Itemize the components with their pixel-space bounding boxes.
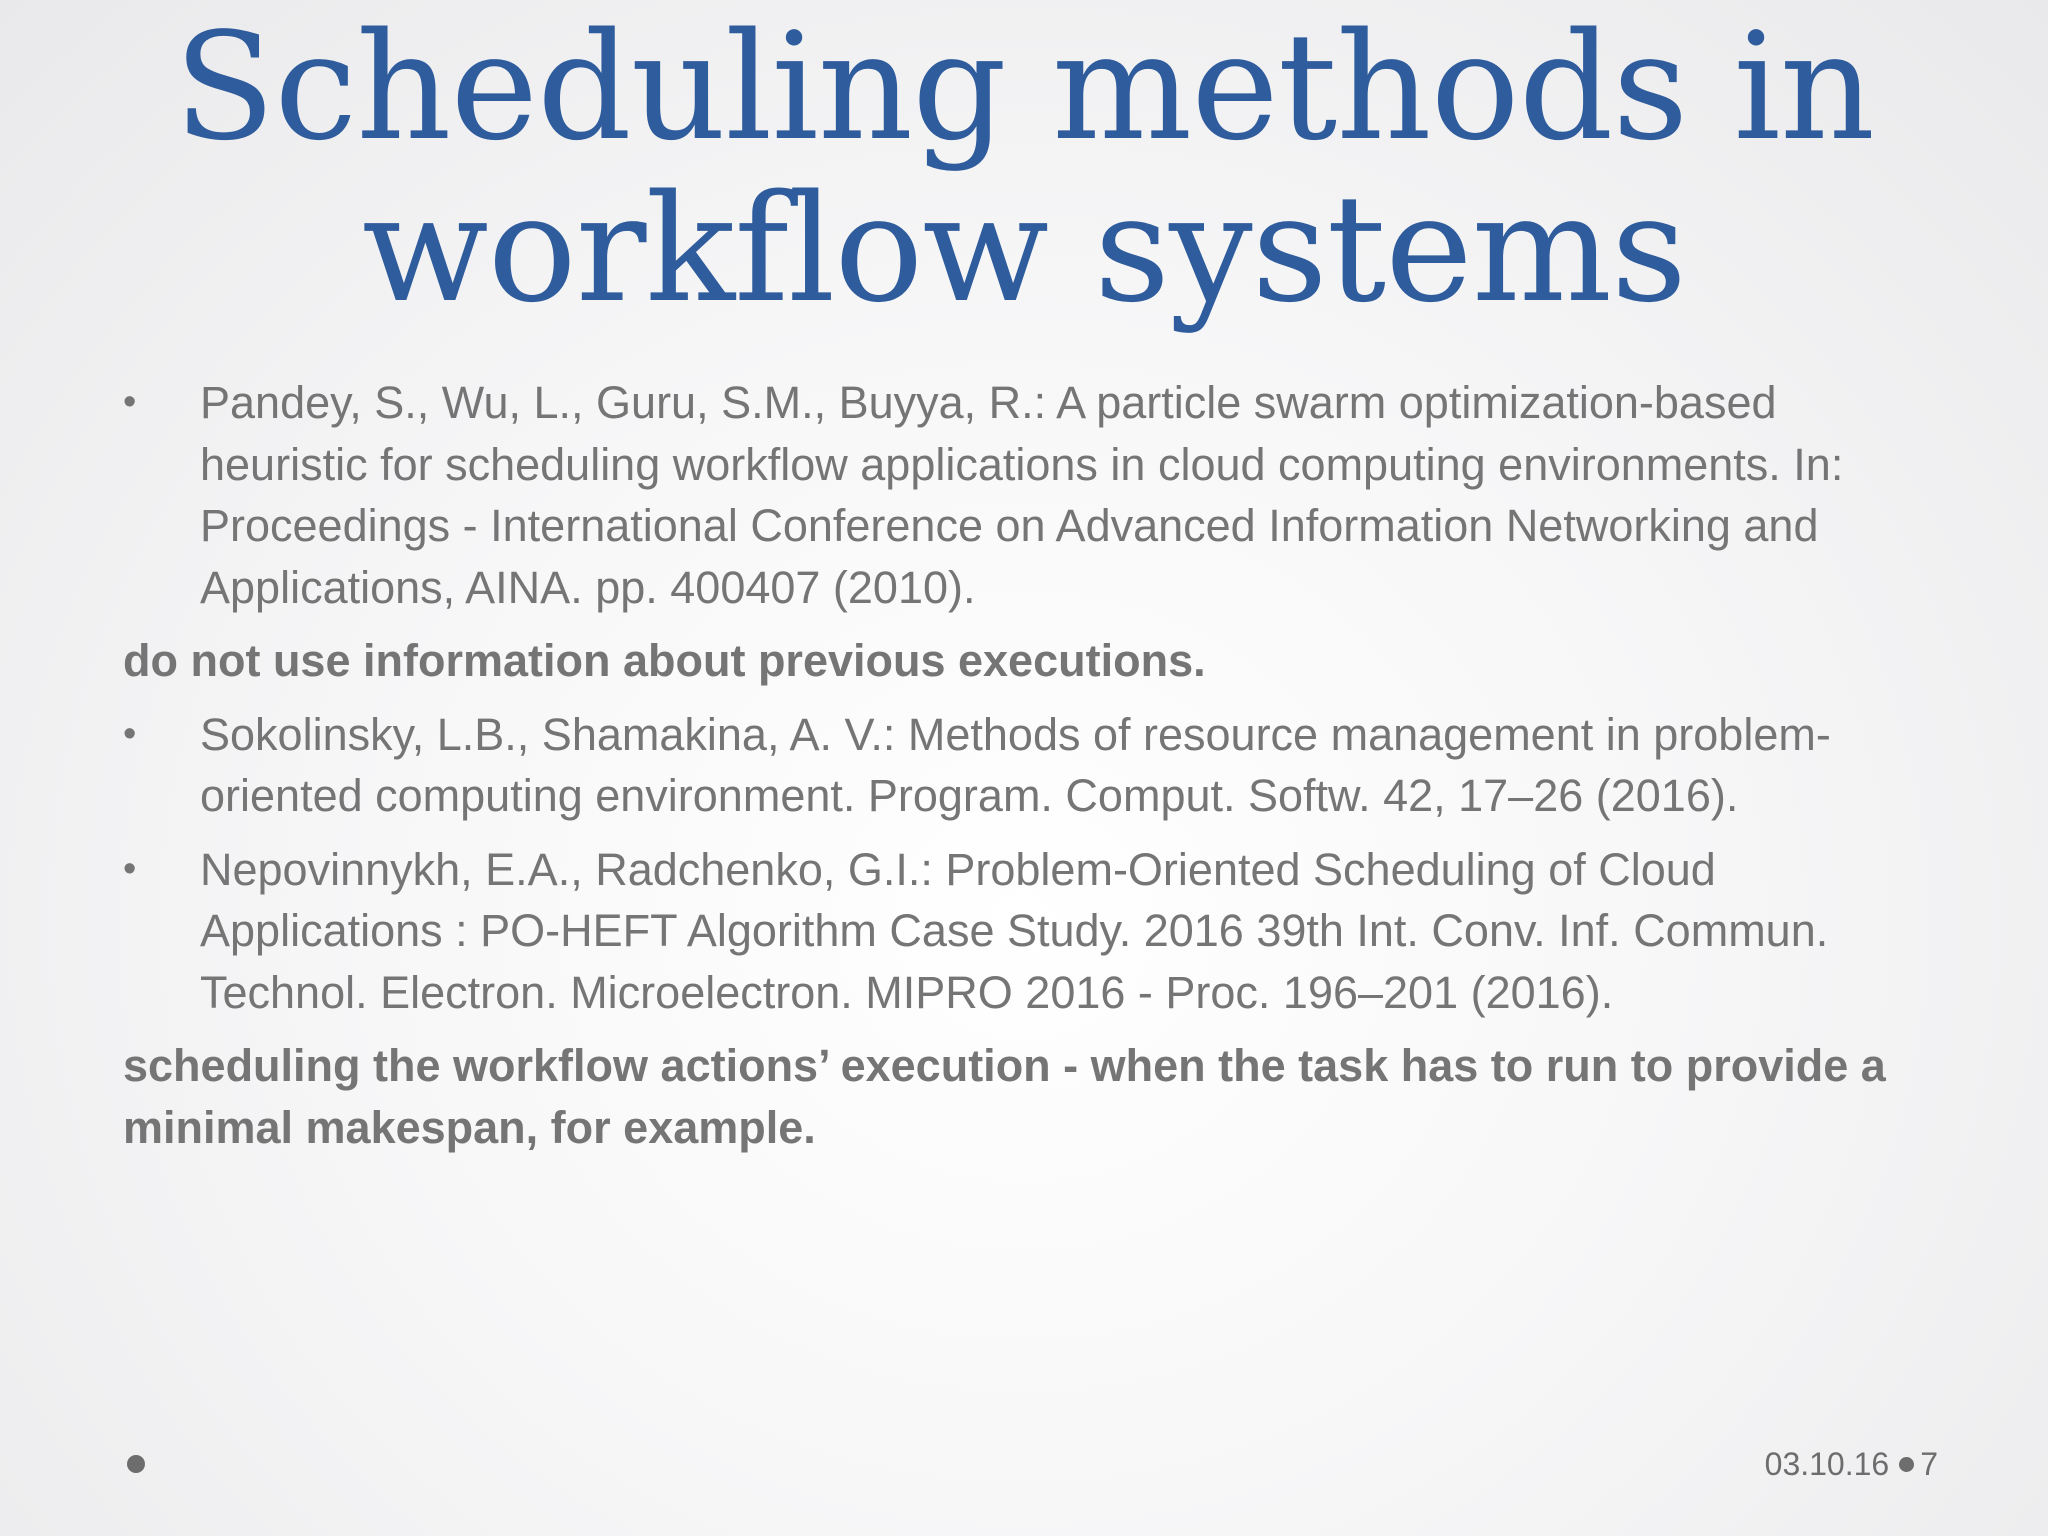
reference-text: Nepovinnykh, E.A., Radchenko, G.I.: Problem-Oriented Scheduling of Cloud Applications : PO-HEFT Algorithm Case Study. 2016 39th Int. Conv. Inf. Commun. Technol. Electron. Microelectron. MIPRO 2016 - Proc. 196–201 (2016). bbox=[200, 843, 1829, 1018]
summary-note: do not use information about previous executions. bbox=[123, 635, 1206, 686]
bullet-icon: • bbox=[123, 381, 137, 423]
slide-date: 03.10.16 bbox=[1764, 1445, 1890, 1482]
reference-text: Pandey, S., Wu, L., Guru, S.M., Buyya, R.: A particle swarm optimization-based heuristic for scheduling workflow applications in cloud computing environments. In: Proceedings - International Conference on Advanced Information Networking and Applications, AINA. pp. 400407 (2010). bbox=[200, 377, 1844, 613]
slide-title-line-1: Scheduling methods in bbox=[173, 1, 1875, 173]
bullet-icon: • bbox=[123, 712, 137, 755]
bullet-icon: • bbox=[123, 847, 137, 890]
slide-title-line-2: workflow systems bbox=[361, 163, 1687, 335]
reference-item bbox=[123, 372, 1923, 618]
footer-dot-icon bbox=[1899, 1457, 1914, 1472]
reference-text: Sokolinsky, L.B., Shamakina, A. V.: Methods of resource management in problem-oriented computing environment. Program. Comput. Softw. 42, 17–26 (2016). bbox=[200, 708, 1831, 821]
slide-footer bbox=[1765, 1444, 1938, 1484]
reference-item bbox=[123, 839, 1923, 1024]
slide-body bbox=[123, 372, 1923, 1170]
footer-dot-icon bbox=[127, 1455, 145, 1473]
slide-title bbox=[0, 1, 2048, 335]
summary-note: scheduling the workflow actions’ execution - when the task has to run to provide a minimal makespan, for example. bbox=[123, 1040, 1886, 1153]
reference-item bbox=[123, 704, 1923, 827]
slide-number: 7 bbox=[1920, 1445, 1938, 1482]
